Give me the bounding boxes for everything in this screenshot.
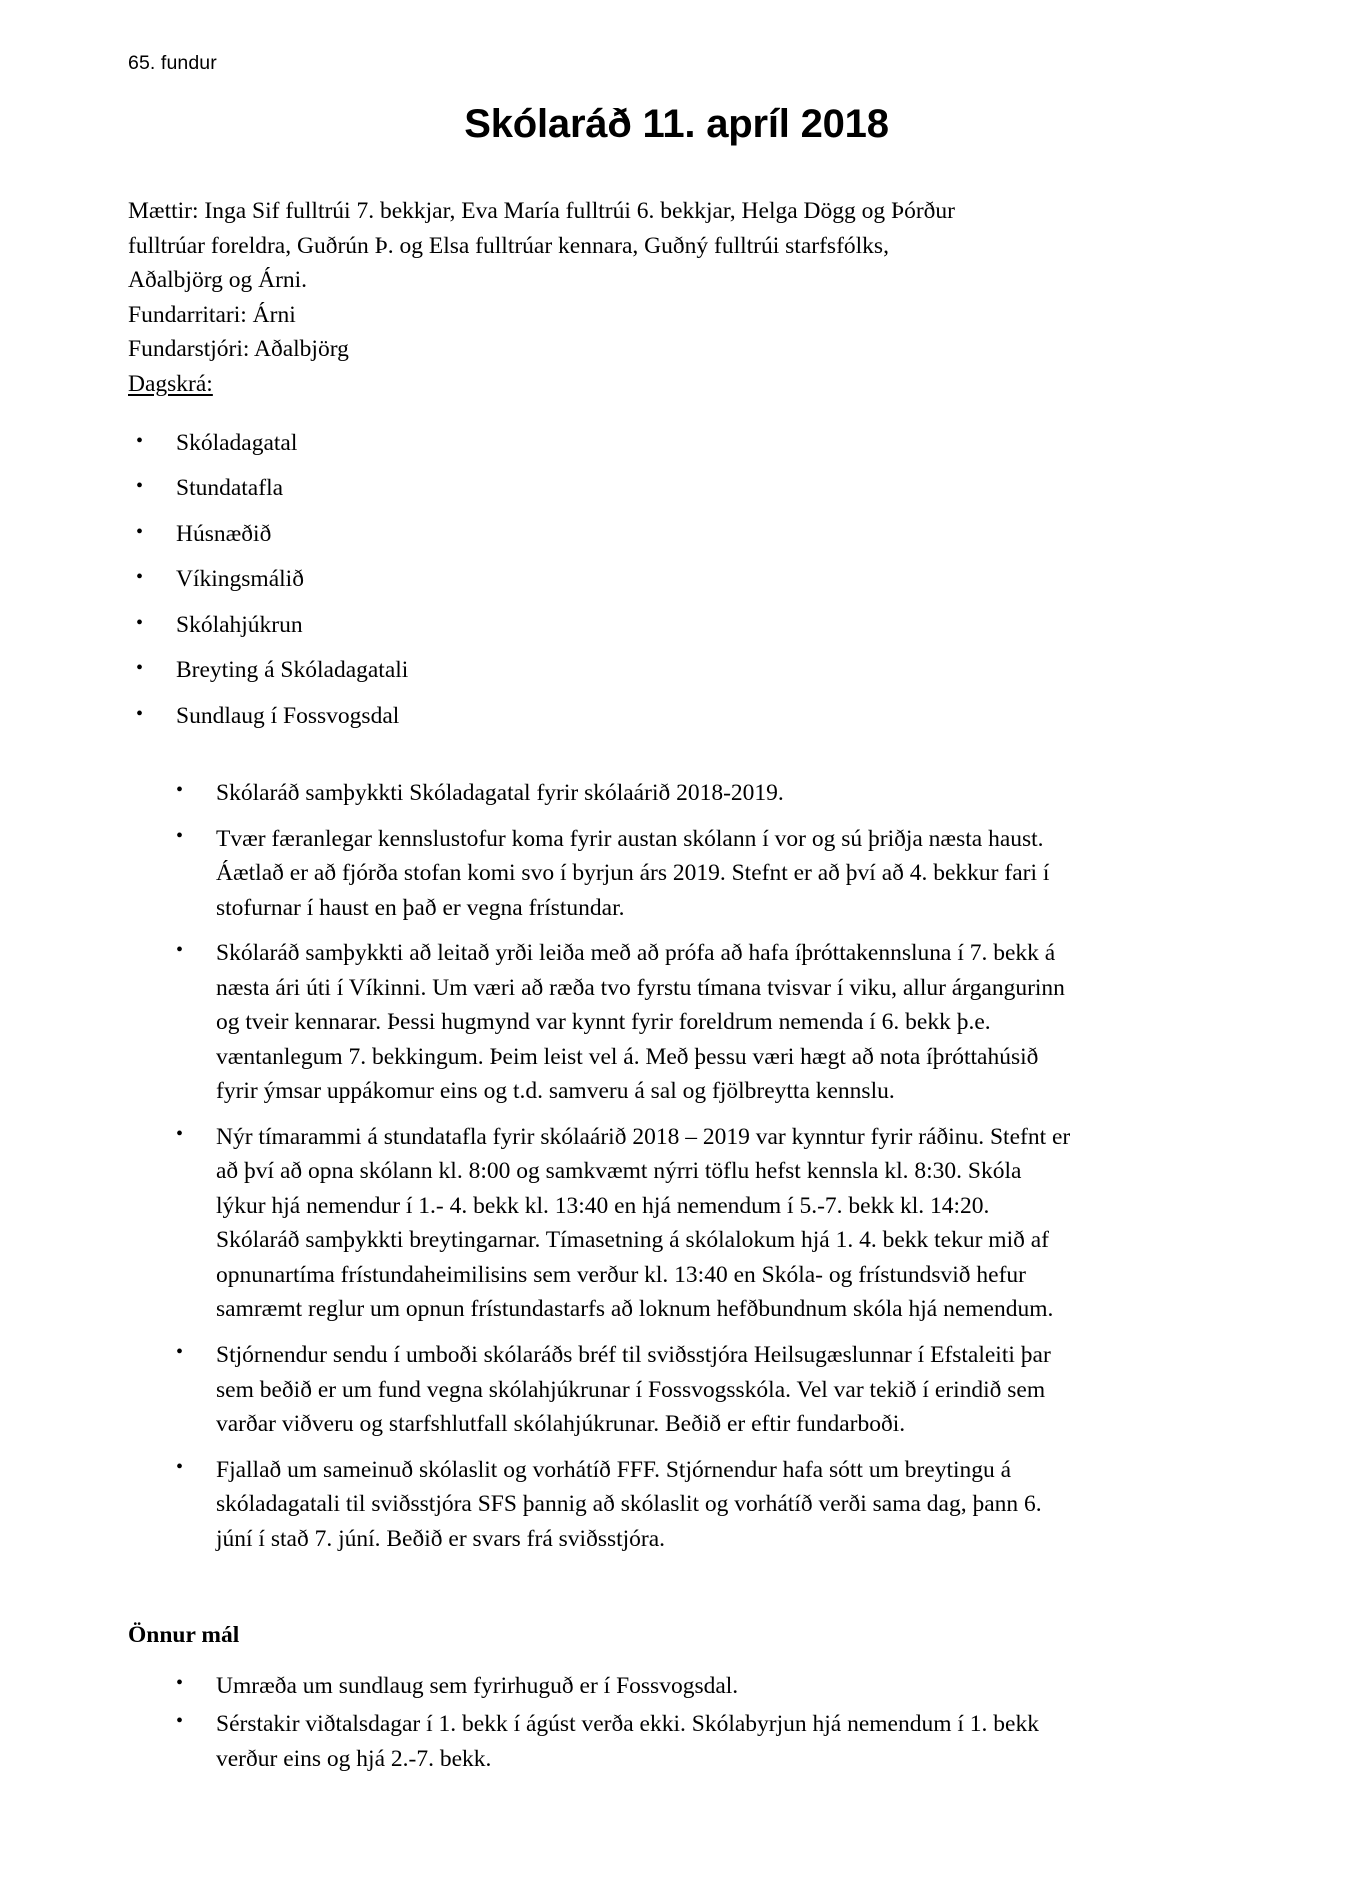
page-title: Skólaráð 11. apríl 2018 [464, 102, 889, 147]
other-matters-list [128, 1669, 1225, 1777]
list-item: • Nýr tímarammi á stundatafla fyrir skólaárið 2018 – 2019 var kynntur fyrir ráðinu. Stefnt er að því að opna skólann kl. 8:00 og samkvæmt nýrri töflu hefst kennsla kl. 8:30. Skóla lýkur hjá nemendur í 1.- 4. bekk kl. 13:40 en hjá nemendum í 5.-7. bekk kl. 14:20. Skólaráð samþykkti breytingarnar. Tímasetning á skólalokum hjá 1. 4. bekk tekur mið af opnunartíma frístundaheimilisins sem verður kl. 13:40 en Skóla- og frístundsvið hefur samræmt reglur um opnun frístundastarfs að loknum hefðbundnum skóla hjá nemendum. [168, 1120, 1076, 1327]
agenda-label-text: Dagskrá: [128, 370, 213, 397]
agenda-list [128, 429, 1225, 729]
list-item: • Tvær færanlegar kennslustofur koma fyrir austan skólann í vor og sú þriðja næsta haust. Áætlað er að fjórða stofan komi svo í byrjun árs 2019. Stefnt er að því að 4. bekkur fari í stofurnar í haust en það er vegna frístundar. [168, 822, 1076, 926]
list-item: • Sundlaug í Fossvogsdal [128, 705, 1225, 729]
chair-line: Fundarstjóri: Aðalbjörg [128, 336, 349, 363]
meeting-number: 65. fundur [128, 52, 217, 74]
list-item: • Umræða um sundlaug sem fyrirhuguð er í Fossvogsdal. [168, 1669, 1076, 1704]
agenda-label [128, 367, 1225, 402]
section-heading-other-matters: Önnur mál [128, 1622, 240, 1649]
list-item: • Skólahjúkrun [128, 614, 1225, 638]
list-item: • Fjallað um sameinuð skólaslit og vorhátíð FFF. Stjórnendur hafa sótt um breytingu á skóladagatali til sviðsstjóra SFS þannig að skólaslit og vorhátíð verði sama dag, þann 6. júní í stað 7. júní. Beðið er svars frá sviðsstjóra. [168, 1453, 1076, 1557]
minute-taker-line: Fundarritari: Árni [128, 301, 296, 328]
list-item: • Stjórnendur sendu í umboði skólaráðs bréf til sviðsstjóra Heilsugæslunnar í Efstaleiti þar sem beðið er um fund vegna skólahjúkrunar í Fossvogsskóla. Vel var tekið í erindið sem varðar viðveru og starfshlutfall skólahjúkrunar. Beðið er eftir fundarboði. [168, 1338, 1076, 1442]
list-item: • Húsnæðið [128, 523, 1225, 547]
minutes-list [128, 776, 1225, 1556]
list-item: • Skólaráð samþykkti að leitað yrði leiða með að prófa að hafa íþróttakennsluna í 7. bekk á næsta ári úti í Víkinni. Um væri að ræða tvo fyrstu tímana tvisvar í viku, allur árgangurinn og tveir kennarar. Þessi hugmynd var kynnt fyrir foreldrum nemenda í 6. bekk þ.e. væntanlegum 7. bekkingum. Þeim leist vel á. Með þessu væri hægt að nota íþróttahúsið fyrir ýmsar uppákomur eins og t.d. samveru á sal og fjölbreytta kennslu. [168, 936, 1076, 1109]
list-item: • Skólaráð samþykkti Skóladagatal fyrir skólaárið 2018-2019. [168, 776, 1076, 811]
list-item: • Víkingsmálið [128, 568, 1225, 592]
list-item: • Breyting á Skóladagatali [128, 659, 1225, 683]
list-item: • Sérstakir viðtalsdagar í 1. bekk í ágúst verða ekki. Skólabyrjun hjá nemendum í 1. bekk verður eins og hjá 2.-7. bekk. [168, 1707, 1076, 1776]
attendees-paragraph: Mættir: Inga Sif fulltrúi 7. bekkjar, Eva María fulltrúi 6. bekkjar, Helga Dögg og Þórður fulltrúar foreldra, Guðrún Þ. og Elsa fulltrúar kennara, Guðný fulltrúi starfsfólks, Aðalbjörg og Árni. [128, 198, 955, 294]
list-item: • Stundatafla [128, 477, 1225, 501]
list-item: • Skóladagatal [128, 432, 1225, 456]
